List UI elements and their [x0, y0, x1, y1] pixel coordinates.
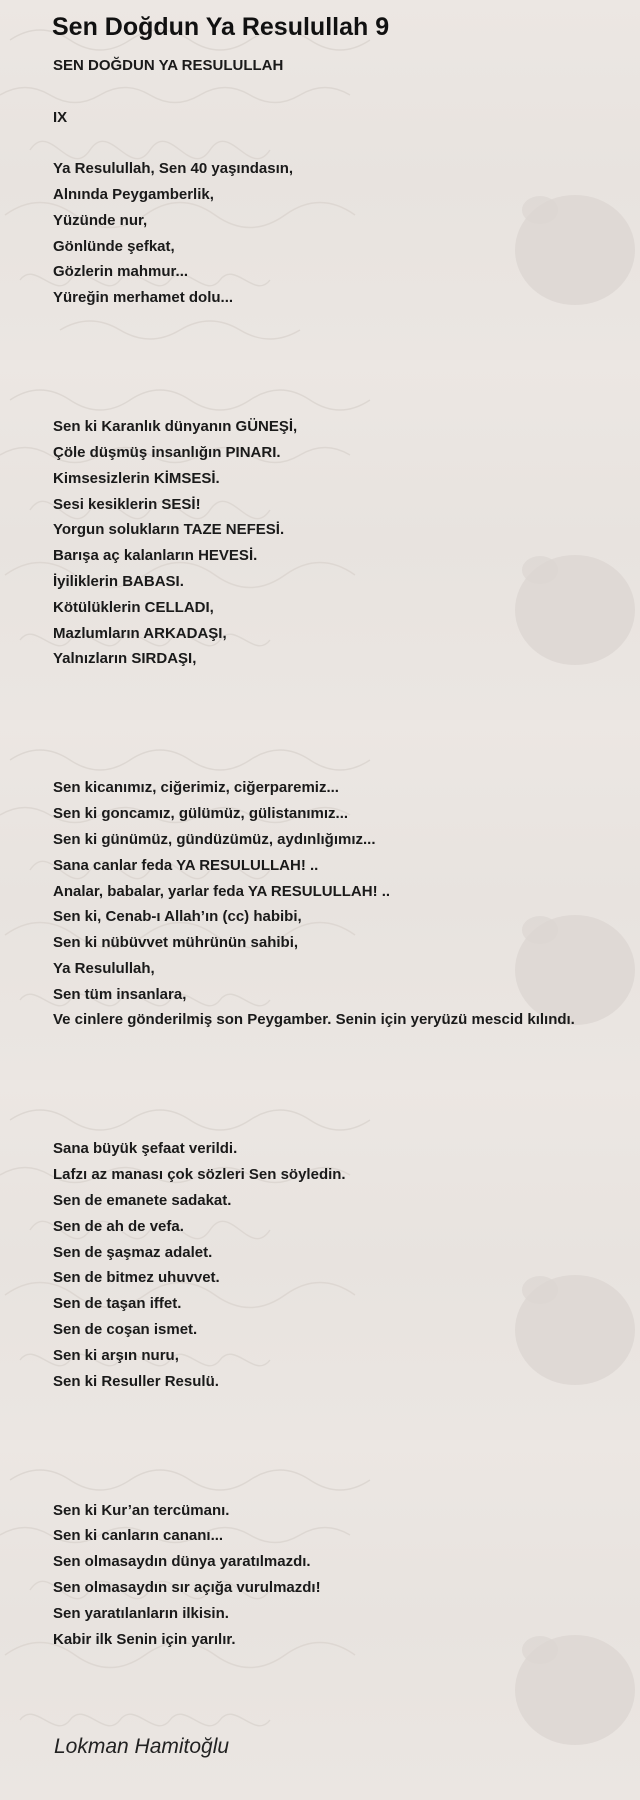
- poem-line: Analar, babalar, yarlar feda YA RESULULLAH! ..: [53, 882, 391, 900]
- poem-line: Sen olmasaydın sır açığa vurulmazdı!: [53, 1579, 321, 1597]
- stanza-gap: [53, 1472, 633, 1498]
- poem-author: Lokman Hamitoğlu: [54, 1735, 230, 1758]
- stanza-gap: [53, 1059, 633, 1085]
- poem-line: Ya Resulullah,: [53, 959, 155, 977]
- poem-line: Yüreğin merhamet dolu...: [53, 289, 234, 307]
- poem-line: Yüzünde nur,: [53, 211, 148, 229]
- poem-line: Sen ki, Cenab-ı Allah’ın (cc) habibi,: [53, 908, 302, 926]
- poem-line: Lafzı az manası çok sözleri Sen söyledin.: [53, 1166, 346, 1184]
- stanza-gap: [53, 1394, 633, 1420]
- poem-line: Barışa aç kalanların HEVESİ.: [53, 547, 258, 565]
- poem-line: Kimsesizlerin KİMSESİ.: [53, 469, 220, 487]
- stanza-gap: [53, 1033, 633, 1059]
- poem-line: Sana canlar feda YA RESULULLAH! ..: [53, 856, 319, 874]
- poem-line: Alnında Peygamberlik,: [53, 185, 214, 203]
- poem-line: Sen de coşan ismet.: [53, 1321, 198, 1339]
- poem-line: Sen de ah de vefa.: [53, 1217, 184, 1235]
- poem-line: Sen de şaşmaz adalet.: [53, 1243, 213, 1261]
- poem-line: Sen ki arşın nuru,: [53, 1346, 179, 1364]
- poem-line: Sen olmasaydın dünya yaratılmazdı.: [53, 1553, 311, 1571]
- poem-line: Yorgun solukların TAZE NEFESİ.: [53, 521, 285, 539]
- poem-line: Sen yaratılanların ilkisin.: [53, 1604, 229, 1622]
- stanza-gap: [53, 388, 633, 414]
- stanza-gap: [53, 1085, 633, 1111]
- stanza-gap: [53, 79, 633, 105]
- poem-line: Sesi kesiklerin SESİ!: [53, 495, 201, 513]
- stanza-gap: [53, 1420, 633, 1446]
- stanza-gap: [53, 130, 633, 156]
- poem-line: Ve cinlere gönderilmiş son Peygamber. Senin için yeryüzü mescid kılındı.: [53, 1011, 575, 1029]
- poem-line: Sen ki günümüz, gündüzümüz, aydınlığımız...: [53, 830, 376, 848]
- poem-line: Sen ki Kur’an tercümanı.: [53, 1501, 230, 1519]
- poem-line: Kötülüklerin CELLADI,: [53, 598, 214, 616]
- stanza-gap: [53, 1111, 633, 1137]
- poem-line: Sen de bitmez uhuvvet.: [53, 1269, 220, 1287]
- stanza-gap: [53, 750, 633, 776]
- poem-title: Sen Doğdun Ya Resulullah 9: [52, 13, 390, 41]
- poem-line: Sen ki nübüvvet mührünün sahibi,: [53, 934, 299, 952]
- poem-line: Sen ki Resuller Resulü.: [53, 1372, 219, 1390]
- poem-line: Mazlumların ARKADAŞI,: [53, 624, 227, 642]
- stanza-gap: [53, 672, 633, 698]
- stanza-gap: [53, 698, 633, 724]
- poem-line: Gönlünde şefkat,: [53, 237, 175, 255]
- poem-line: Sen ki Karanlık dünyanın GÜNEŞİ,: [53, 418, 298, 436]
- poem-line: Yalnızların SIRDAŞI,: [53, 650, 197, 668]
- poem-line: Sen ki goncamız, gülümüz, gülistanımız...: [53, 805, 349, 823]
- stanza-gap: [53, 363, 633, 389]
- poem-line: Sen tüm insanlara,: [53, 985, 187, 1003]
- poem-line: Sen ki canların cananı...: [53, 1527, 224, 1545]
- poem-line: Çöle düşmüş insanlığın PINARI.: [53, 443, 281, 461]
- poem-body: [53, 53, 633, 1652]
- poem-line: Sen de taşan iffet.: [53, 1295, 182, 1313]
- poem-line: SEN DOĞDUN YA RESULULLAH: [53, 57, 284, 74]
- poem-line: Sen de emanete sadakat.: [53, 1192, 232, 1210]
- stanza-gap: [53, 337, 633, 363]
- poem-line: İyiliklerin BABASI.: [53, 572, 184, 590]
- poem-line: Sana büyük şefaat verildi.: [53, 1140, 238, 1158]
- poem-line: IX: [53, 108, 68, 126]
- poem-line: Sen kicanımız, ciğerimiz, ciğerparemiz...: [53, 779, 339, 797]
- poem-line: Ya Resulullah, Sen 40 yaşındasın,: [53, 160, 294, 178]
- poem-line: Kabir ilk Senin için yarılır.: [53, 1630, 236, 1648]
- poem-line: Gözlerin mahmur...: [53, 263, 189, 281]
- stanza-gap: [53, 311, 633, 337]
- stanza-gap: [53, 724, 633, 750]
- stanza-gap: [53, 1446, 633, 1472]
